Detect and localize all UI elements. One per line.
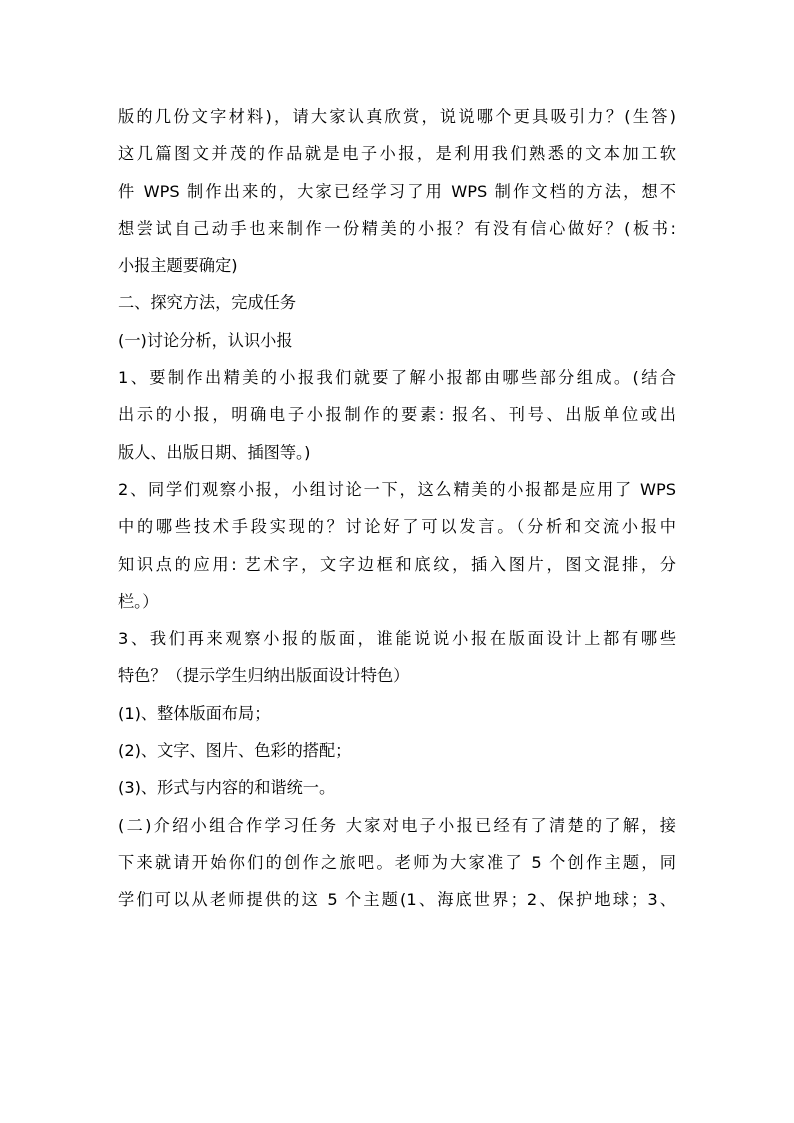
- list-item: (2)、文字、图片、色彩的搭配；: [118, 741, 352, 761]
- text-line: 这几篇图文并茂的作品就是电子小报，是利用我们熟悉的文本加工软: [118, 144, 676, 164]
- text-line: 1、要制作出精美的小报我们就要了解小报都由哪些部分组成。(结合: [118, 368, 676, 388]
- section-heading: 二、探究方法，完成任务: [118, 293, 297, 313]
- text-line: (二)介绍小组合作学习任务 大家对电子小报已经有了清楚的了解，接: [118, 815, 676, 835]
- text-line: 栏。）: [118, 591, 159, 611]
- list-item: (1)、整体版面布局；: [118, 703, 271, 723]
- text-line: 小报主题要确定): [118, 256, 238, 276]
- text-line: 学们可以从老师提供的这 5 个主题(1、海底世界；2、保护地球；3、: [118, 890, 676, 910]
- text-line: 版人、出版日期、插图等。): [118, 442, 311, 462]
- text-line: 2、同学们观察小报，小组讨论一下，这么精美的小报都是应用了 WPS: [118, 479, 676, 499]
- subsection-heading: (一)讨论分析，认识小报: [118, 330, 293, 350]
- text-line: 中的哪些技术手段实现的？讨论好了可以发言。（分析和交流小报中: [118, 517, 676, 537]
- text-line: 版的几份文字材料)，请大家认真欣赏，说说哪个更具吸引力？(生答): [118, 107, 676, 126]
- text-line: 下来就请开始你们的创作之旅吧。老师为大家准了 5 个创作主题，同: [118, 852, 676, 872]
- text-line: 3、我们再来观察小报的版面，谁能说说小报在版面设计上都有哪些: [118, 629, 676, 649]
- text-line: 想尝试自己动手也来制作一份精美的小报？有没有信心做好？(板书:: [118, 218, 676, 238]
- text-line: 件 WPS 制作出来的，大家已经学习了用 WPS 制作文档的方法，想不: [118, 181, 676, 201]
- text-line: 特色？（提示学生归纳出版面设计特色）: [118, 666, 410, 686]
- document-page: [118, 98, 676, 919]
- text-line: 出示的小报，明确电子小报制作的要素: 报名、刊号、出版单位或出: [118, 405, 676, 425]
- list-item: (3)、形式与内容的和谐统一。: [118, 778, 336, 798]
- text-line: 知识点的应用: 艺术字，文字边框和底纹，插入图片，图文混排，分: [118, 554, 676, 574]
